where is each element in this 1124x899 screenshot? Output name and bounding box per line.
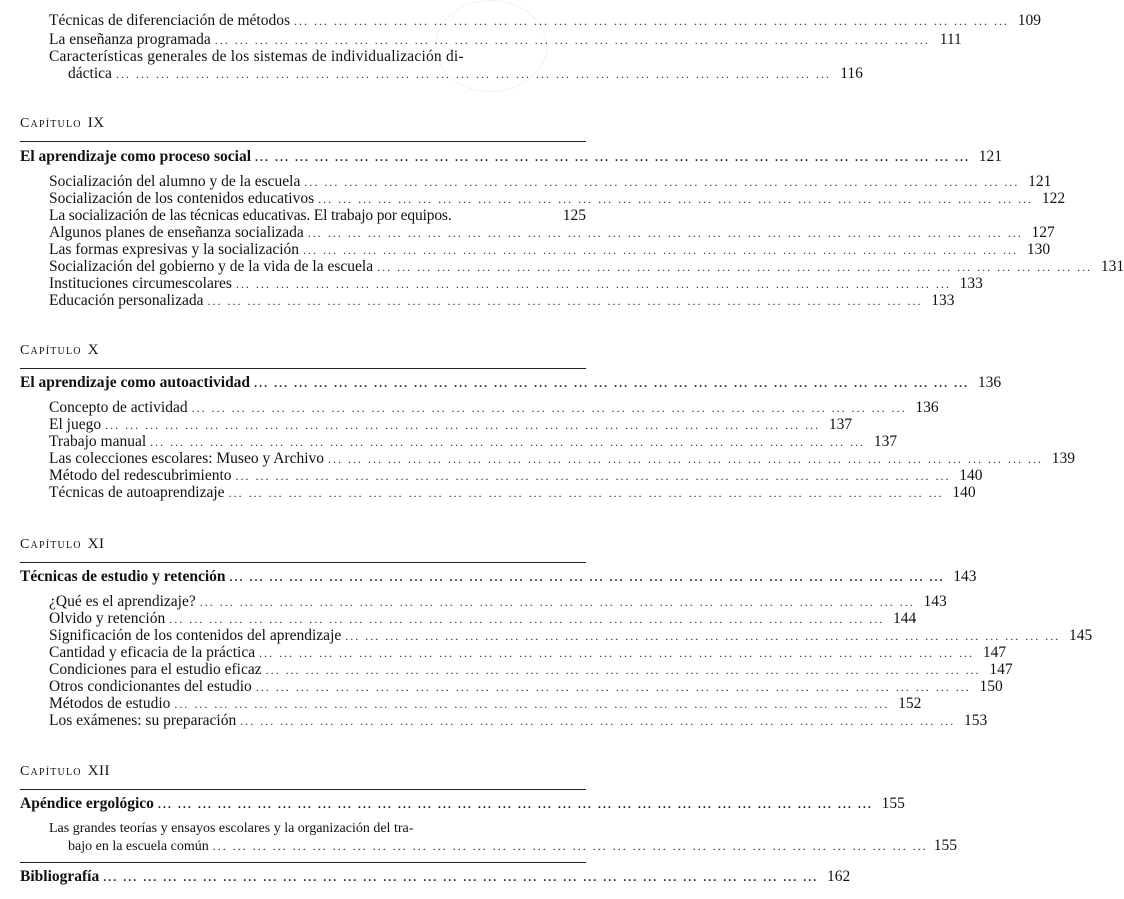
toc-entry[interactable] [49,593,947,611]
main-title: Apéndice ergológico [20,795,154,812]
chapter-label: Capítulo [20,116,82,131]
chapter-number: IX [87,115,105,131]
entry-page: 137 [873,433,898,450]
entry-title: El juego [49,416,102,433]
leader-dots: ... ... ... ... ... ... ... ... ... ... ... ... ... ... ... ... ... ... ... ... ... ... ... ... ... ... ... ... ... ... ... ... ... ... ... ... [191,401,907,415]
chapter-main-entry[interactable] [20,148,1003,166]
toc-entry[interactable] [49,627,1093,645]
leader-dots: ... ... ... ... ... ... ... ... ... ... ... ... ... ... ... ... ... ... ... ... ... ... ... ... ... ... ... ... ... ... ... ... ... ... ... ... [377,260,1093,274]
entry-title: Los exámenes: su preparación [49,712,237,729]
leader-dots: ... ... ... ... ... ... ... ... ... ... ... ... ... ... ... ... ... ... ... ... ... ... ... ... ... ... ... ... ... ... ... ... ... ... ... ... [318,192,1034,206]
leader-dots: ... ... ... ... ... ... ... ... ... ... ... ... ... ... ... ... ... ... ... ... ... ... ... ... ... ... ... ... ... ... ... ... ... ... ... ... [228,486,944,500]
toc-entry[interactable] [49,712,988,730]
main-title: El aprendizaje como autoactividad [20,374,251,391]
divider [20,562,586,563]
entry-title: dáctica [68,65,112,82]
chapter-number: XII [87,763,111,779]
chapter-heading [20,536,105,553]
toc-entry[interactable] [49,241,1051,259]
entry-page: 140 [959,467,983,484]
main-title: Técnicas de estudio y retención [20,568,226,585]
entry-page: 144 [892,610,917,627]
entry-page: 147 [982,644,1007,661]
entry-title: Condiciones para el estudio eficaz [49,661,262,678]
toc-entry[interactable] [49,190,1066,208]
leader-dots: ... ... ... ... ... ... ... ... ... ... ... ... ... ... ... ... ... ... ... ... ... ... ... ... ... ... ... ... ... ... ... ... ... ... ... ... [265,663,981,677]
toc-entry[interactable] [49,610,917,628]
leader-dots: ... ... ... ... ... ... ... ... ... ... ... ... ... ... ... ... ... ... ... ... ... ... ... ... ... ... ... ... ... ... ... ... ... ... ... ... [214,33,930,47]
entry-title: Otros condicionantes del estudio [49,678,252,695]
entry-title: Significación de los contenidos del aprendizaje [49,627,342,644]
entry-page: 155 [933,837,957,854]
toc-entry[interactable] [49,695,922,713]
leader-dots: ... ... ... ... ... ... ... ... ... ... ... ... ... ... ... ... ... ... ... ... ... ... ... ... ... ... ... ... ... ... ... ... ... ... ... ... [294,14,1009,28]
toc-entry[interactable] [49,661,1013,679]
leader-dots: ... ... ... ... ... ... ... ... ... ... ... ... ... ... ... ... ... ... ... ... ... ... ... ... ... ... ... ... ... ... ... ... ... ... ... ... [174,697,890,711]
entry-title: Socialización de los contenidos educativos [49,190,315,207]
leader-dots: ... ... ... ... ... ... ... ... ... ... ... ... ... ... ... ... ... ... ... ... ... ... ... ... ... ... ... ... ... ... ... ... ... ... ... ... [304,175,1020,189]
leader-dots: ... ... ... ... ... ... ... ... ... ... ... ... ... ... ... ... ... ... ... ... ... ... ... ... ... ... ... ... ... ... ... ... ... ... ... ... [207,294,923,308]
entry-title: Socialización del alumno y de la escuela [49,173,301,190]
toc-entry[interactable] [49,450,1076,468]
leader-dots: ... ... ... ... ... ... ... ... ... ... ... ... ... ... ... ... ... ... ... ... ... ... ... ... ... ... ... ... ... ... ... ... ... ... ... ... [169,612,885,626]
entry-page: 125 [562,207,586,224]
divider [20,141,586,142]
leader-dots: ... ... ... ... ... ... ... ... ... ... ... ... ... ... ... ... ... ... ... ... ... ... ... ... ... ... ... ... ... ... ... ... ... ... ... ... [103,870,819,884]
entry-title: Algunos planes de enseñanza socializada [49,224,304,241]
toc-entry[interactable] [49,258,1124,276]
entry-page: 133 [959,275,983,292]
toc-entry[interactable] [49,207,586,225]
toc-entry[interactable] [49,678,1003,696]
main-page: 121 [978,148,1003,165]
toc-entry[interactable] [49,292,955,310]
entry-title: bajo en la escuela común [68,839,209,854]
leader-dots: ... ... ... ... ... ... ... ... ... ... ... ... ... ... ... ... ... ... ... ... ... ... ... ... ... ... ... ... ... ... ... ... ... ... ... ... [105,418,821,432]
leader-dots: ... ... ... ... ... ... ... ... ... ... ... ... ... ... ... ... ... ... ... ... ... ... ... ... ... ... ... ... ... ... ... ... ... ... ... ... [235,469,951,483]
divider [20,789,586,790]
leader-dots: ... ... ... ... ... ... ... ... ... ... ... ... ... ... ... ... ... ... ... ... ... ... ... ... ... ... ... ... ... ... ... ... ... ... ... ... [157,797,873,811]
entry-title: Las colecciones escolares: Museo y Archivo [49,450,325,467]
chapter-number: X [87,342,100,358]
chapter-main-entry[interactable] [20,795,905,813]
entry-page: 137 [828,416,853,433]
entry-title: Técnicas de autoaprendizaje [49,484,225,501]
toc-entry[interactable] [49,173,1052,191]
toc-entry[interactable] [49,275,983,293]
entry-page: 130 [1026,241,1051,258]
entry-page: 121 [1028,173,1052,190]
bibliography-entry[interactable] [20,868,851,886]
chapter-label: Capítulo [20,764,82,779]
entry-title: La enseñanza programada [49,31,211,48]
chapter-number: XI [87,536,105,552]
toc-entry-line2[interactable] [68,65,863,83]
toc-entry[interactable] [49,644,1007,662]
leader-dots: ... ... ... ... ... ... ... ... ... ... ... ... ... ... ... ... ... ... ... ... ... ... ... ... ... ... ... ... ... ... ... ... ... ... ... ... [255,680,971,694]
leader-dots: ... ... ... ... ... ... ... ... ... ... ... ... ... ... ... ... ... ... ... ... ... ... ... ... ... ... ... ... ... ... ... ... ... ... ... ... [345,629,1061,643]
chapter-heading [20,115,105,132]
entry-title: Socialización del gobierno y de la vida de la escuela [49,258,374,275]
toc-entry-line1[interactable] [49,48,586,66]
leader-dots: ... ... ... ... ... ... ... ... ... ... ... ... ... ... ... ... ... ... ... ... ... ... ... ... ... ... ... ... ... ... ... ... ... ... ... ... [259,646,975,660]
main-page: 155 [881,795,905,812]
entry-title: La socialización de las técnicas educativas. El trabajo por equipos. [49,207,452,224]
entry-page: 127 [1031,224,1055,241]
leader-dots: ... ... ... ... ... ... ... ... ... ... ... ... ... ... ... ... ... ... ... ... ... ... ... ... ... ... ... ... ... ... ... ... ... ... ... ... [240,714,956,728]
entry-page: 140 [952,484,976,501]
entry-page: 133 [931,292,955,309]
leader-dots: ... ... ... ... ... ... ... ... ... ... ... ... ... ... ... ... ... ... ... ... ... ... ... ... ... ... ... ... ... ... ... ... ... ... ... ... [303,243,1019,257]
entry-page: 136 [915,399,939,416]
toc-entry[interactable] [49,484,976,502]
leader-dots: ... ... ... ... ... ... ... ... ... ... ... ... ... ... ... ... ... ... ... ... ... ... ... ... ... ... ... ... ... ... ... ... ... ... ... ... [199,595,915,609]
leader-dots: ... ... ... ... ... ... ... ... ... ... ... ... ... ... ... ... ... ... ... ... ... ... ... ... ... ... ... ... ... ... ... ... ... ... ... ... [235,277,951,291]
main-title: El aprendizaje como proceso social [20,148,252,165]
leader-dots: ... ... ... ... ... ... ... ... ... ... ... ... ... ... ... ... ... ... ... ... ... ... ... ... ... ... ... ... ... ... ... ... ... ... ... ... [255,150,971,164]
entry-title: Trabajo manual [49,433,147,450]
leader-dots: ... ... ... ... ... ... ... ... ... ... ... ... ... ... ... ... ... ... ... ... ... ... ... ... ... ... ... ... ... ... ... ... ... ... ... ... [150,435,866,449]
leader-dots: ... ... ... ... ... ... ... ... ... ... ... ... ... ... ... ... ... ... ... ... ... ... ... ... ... ... ... ... ... ... ... ... ... ... ... ... [254,376,970,390]
entry-page: 143 [923,593,947,610]
leader-dots: ... ... ... ... ... ... ... ... ... ... ... ... ... ... ... ... ... ... ... ... ... ... ... ... ... ... ... ... ... ... ... ... ... ... ... ... [229,570,945,584]
entry-title: Cantidad y eficacia de la práctica [49,644,256,661]
entry-page: 150 [979,678,1003,695]
entry-page: 147 [989,661,1013,678]
chapter-heading [20,342,99,359]
entry-title: Técnicas de diferenciación de métodos [49,12,290,29]
entry-page: 116 [840,65,863,82]
divider [20,862,586,863]
entry-page: 139 [1051,450,1076,467]
entry-title: Método del redescubrimiento [49,467,232,484]
chapter-main-entry[interactable] [20,568,977,586]
entry-page: 122 [1041,190,1066,207]
leader-dots: ... ... ... ... ... ... ... ... ... ... ... ... ... ... ... ... ... ... ... ... ... ... ... ... ... ... ... ... ... ... ... ... ... ... ... ... [212,839,928,853]
main-page: 136 [977,374,1002,391]
appendix-description-line2[interactable] [68,837,957,855]
entry-title: Las formas expresivas y la socialización [49,241,300,258]
entry-page: 152 [898,695,922,712]
entry-title: Educación personalizada [49,292,204,309]
leader-dots: ... ... ... ... ... ... ... ... ... ... ... ... ... ... ... ... ... ... ... ... ... ... ... ... ... ... ... ... ... ... ... ... ... ... ... ... [115,67,831,81]
main-page: 143 [953,568,977,585]
toc-entry[interactable] [49,416,853,434]
toc-entry[interactable] [49,12,1041,30]
divider [20,368,586,369]
toc-entry[interactable] [49,399,939,417]
toc-entry[interactable] [49,224,1055,242]
entry-page: 131 [1100,258,1124,275]
entry-page: 111 [939,31,962,48]
entry-page: 145 [1069,627,1093,644]
entry-title: Instituciones circumescolares [49,275,232,292]
toc-entry[interactable] [49,31,962,49]
chapter-main-entry[interactable] [20,374,1002,392]
entry-title: Concepto de actividad [49,399,188,416]
bibliography-page: 162 [826,868,851,885]
bibliography-title: Bibliografía [20,868,100,885]
leader-dots: ... ... ... ... ... ... ... ... ... ... ... ... ... ... ... ... ... ... ... ... ... ... ... ... ... ... ... ... ... ... ... ... ... ... ... ... [307,226,1023,240]
entry-title: ¿Qué es el aprendizaje? [49,593,196,610]
chapter-label: Capítulo [20,537,82,552]
entry-title: Características generales de los sistemas de individualización di- [49,48,464,65]
chapter-heading [20,763,110,780]
leader-dots: ... ... ... ... ... ... ... ... ... ... ... ... ... ... ... ... ... ... ... ... ... ... ... ... ... ... ... ... ... ... ... ... ... ... ... ... [328,452,1044,466]
entry-title: Olvido y retención [49,610,166,627]
entry-title: Métodos de estudio [49,695,171,712]
appendix-description-line1: Las grandes teorías y ensayos escolares y la organización del tra- [49,821,414,836]
chapter-label: Capítulo [20,343,82,358]
toc-entry[interactable] [49,467,983,485]
toc-entry[interactable] [49,433,898,451]
entry-page: 153 [963,712,988,729]
entry-page: 109 [1017,12,1041,29]
